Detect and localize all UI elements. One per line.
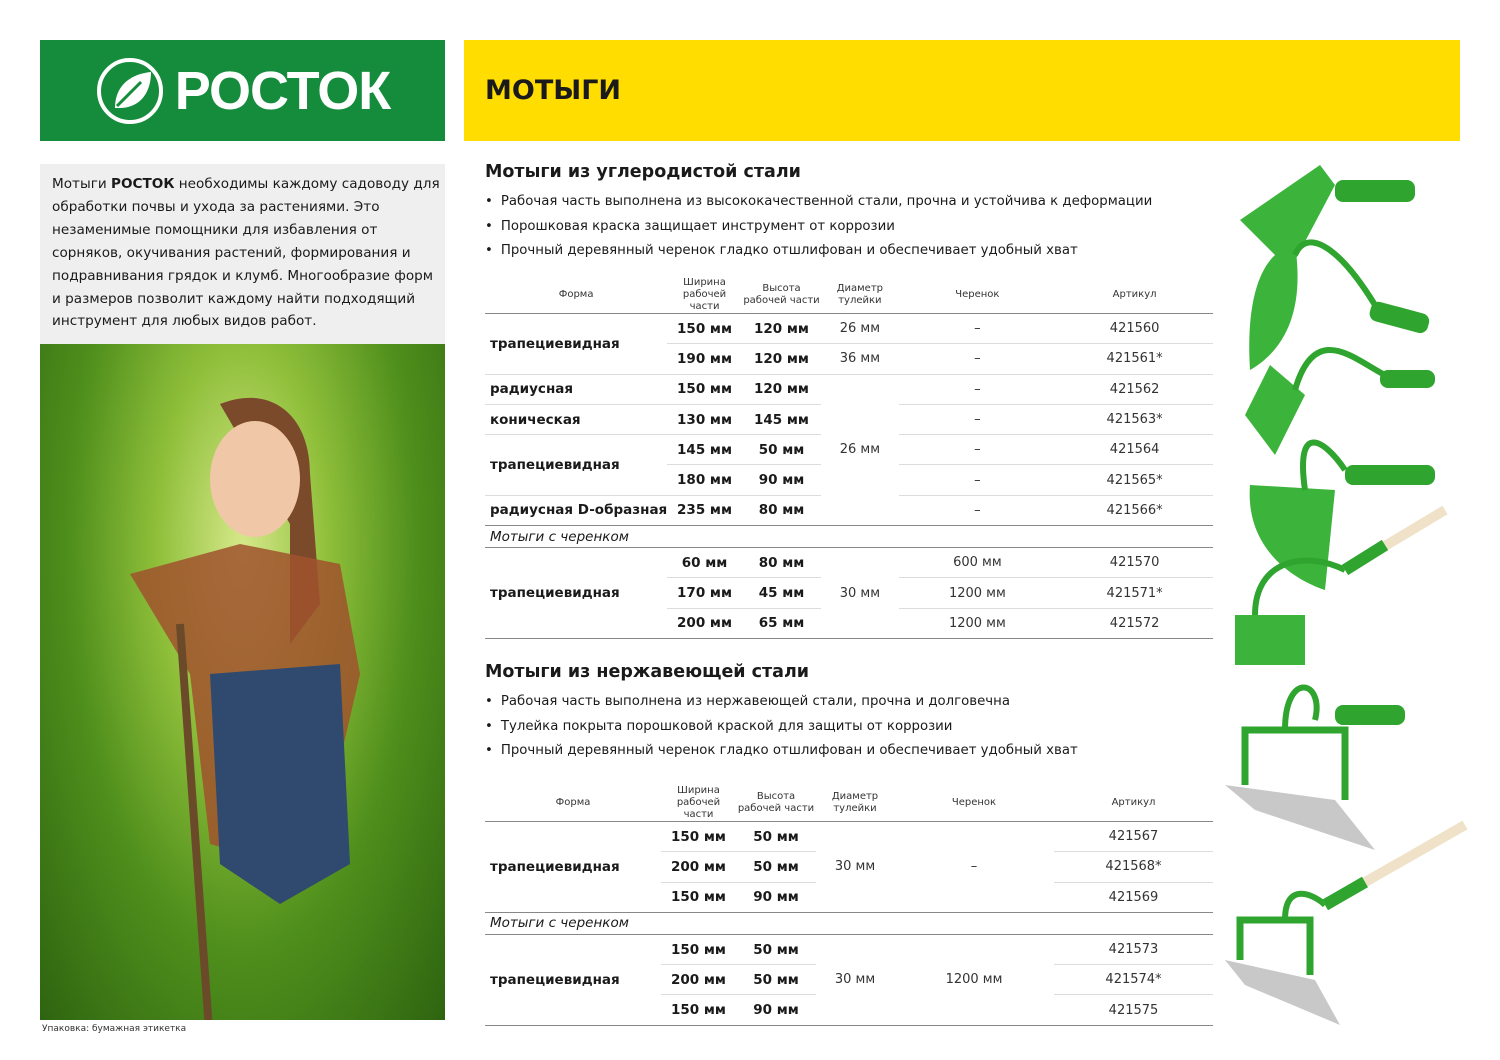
hoe-product-images [1215,160,1485,1040]
cell-width: 150 мм [661,882,736,912]
cell-article: 421565* [1056,465,1213,495]
cell-height: 90 мм [742,465,821,495]
cell-article: 421569 [1054,882,1213,912]
stainless-hoe-icon [1225,688,1405,851]
cell-diameter: 36 мм [821,344,898,374]
cell-article: 421567 [1054,822,1213,852]
cell-form: трапециевидная [485,934,661,1025]
hoe-conical-icon [1245,350,1435,455]
cell-handle: 1200 мм [899,578,1057,608]
stainless-hoe-with-handle-icon [1225,825,1465,1025]
cell-form: трапециевидная [485,314,667,375]
cell-form: трапециевидная [485,548,667,639]
cell-handle: – [894,822,1054,913]
cell-article: 421566* [1056,495,1213,525]
section-stainless-steel [485,662,1078,764]
cell-width: 200 мм [667,608,742,638]
cell-width: 170 мм [667,578,742,608]
column-header: Артикул [1056,277,1213,314]
cell-height: 120 мм [742,314,821,344]
cell-article: 421572 [1056,608,1213,638]
cell-width: 150 мм [667,314,742,344]
cell-article: 421574* [1054,965,1213,995]
column-header: Форма [485,785,661,822]
bullet: • Прочный деревянный черенок гладко отшлифован и обеспечивает удобный хват [485,239,1152,264]
cell-height: 145 мм [742,404,821,434]
table-row [485,548,1213,578]
stainless-steel-table [485,785,1213,1026]
cell-article: 421560 [1056,314,1213,344]
cell-handle: – [899,404,1057,434]
cell-width: 235 мм [667,495,742,525]
subgroup-row [485,912,1213,934]
cell-width: 150 мм [667,374,742,404]
cell-diameter: 26 мм [821,374,898,525]
brand-name: РОСТОК [174,60,391,121]
cell-height: 80 мм [742,495,821,525]
cell-handle: – [899,465,1057,495]
column-header: Артикул [1054,785,1213,822]
packaging-note: Упаковка: бумажная этикетка [42,1024,187,1034]
cell-article: 421561* [1056,344,1213,374]
cell-width: 150 мм [661,934,736,964]
intro-lead: Мотыги [52,176,111,192]
cell-article: 421562 [1056,374,1213,404]
column-header: Форма [485,277,667,314]
cell-height: 90 мм [736,882,816,912]
cell-width: 60 мм [667,548,742,578]
column-header: Высота рабочей части [742,277,821,314]
cell-handle: – [899,314,1057,344]
cell-article: 421570 [1056,548,1213,578]
column-header: Диаметр тулейки [816,785,894,822]
table-row [485,934,1213,964]
bullet: • Тулейка покрыта порошковой краской для защиты от коррозии [485,715,1078,740]
column-header: Ширина рабочей части [667,277,742,314]
cell-width: 145 мм [667,435,742,465]
cell-width: 130 мм [667,404,742,434]
cell-handle: – [899,435,1057,465]
intro-body: необходимы каждому садоводу для обработки почвы и ухода за растениями. Это незаменимые помощники для избавления от сорняков, окучивания растений, формирования и подравнивания грядок и клумб. Многообразие форм и размеров позволит каждому найти подходящий инструмент для любых видов работ. [52,176,440,330]
cell-width: 200 мм [661,965,736,995]
title-banner [464,40,1460,141]
bullet: • Рабочая часть выполнена из нержавеющей стали, прочна и долговечна [485,690,1078,715]
bullet: • Рабочая часть выполнена из высококачественной стали, прочна и устойчива к деформации [485,190,1152,215]
leaf-logo-icon [95,56,165,126]
cell-handle: 1200 мм [899,608,1057,638]
cell-article: 421564 [1056,435,1213,465]
section-title: Мотыги из углеродистой стали [485,162,801,182]
bullet: • Порошковая краска защищает инструмент от коррозии [485,215,1152,240]
cell-form: радиусная [485,374,667,404]
woman-gardening-photo [40,344,445,1020]
intro-brand: РОСТОК [111,176,175,192]
hoe-trapezoid-icon [1240,165,1415,270]
cell-article: 421571* [1056,578,1213,608]
carbon-steel-table [485,277,1213,639]
table-header [485,785,1213,822]
cell-form: трапециевидная [485,435,667,496]
cell-width: 150 мм [661,822,736,852]
cell-diameter: 30 мм [816,822,894,913]
cell-height: 50 мм [736,852,816,882]
cell-handle: 1200 мм [894,934,1054,1025]
cell-article: 421568* [1054,852,1213,882]
cell-height: 45 мм [742,578,821,608]
cell-form: трапециевидная [485,822,661,913]
column-header: Черенок [899,277,1057,314]
cell-diameter: 30 мм [816,934,894,1025]
cell-height: 50 мм [736,965,816,995]
cell-height: 90 мм [736,995,816,1025]
cell-width: 200 мм [661,852,736,882]
bullet: • Прочный деревянный черенок гладко отшлифован и обеспечивает удобный хват [485,739,1078,764]
cell-handle: – [899,495,1057,525]
cell-height: 80 мм [742,548,821,578]
cell-height: 50 мм [742,435,821,465]
column-header: Ширина рабочей части [661,785,736,822]
section-carbon-steel [485,162,1152,264]
subgroup-row [485,526,1213,548]
cell-width: 180 мм [667,465,742,495]
table-row [485,314,1213,344]
cell-height: 120 мм [742,374,821,404]
section-title: Мотыги из нержавеющей стали [485,662,810,682]
cell-diameter: 26 мм [821,314,898,344]
table-row [485,374,1213,404]
cell-width: 150 мм [661,995,736,1025]
cell-article: 421573 [1054,934,1213,964]
cell-handle: – [899,344,1057,374]
cell-diameter: 30 мм [821,548,898,639]
cell-width: 190 мм [667,344,742,374]
table-row [485,822,1213,852]
cell-height: 50 мм [736,934,816,964]
column-header: Диаметр тулейки [821,277,898,314]
table-header [485,277,1213,314]
cell-handle: – [899,374,1057,404]
cell-height: 65 мм [742,608,821,638]
column-header: Высота рабочей части [736,785,816,822]
column-header: Черенок [894,785,1054,822]
cell-article: 421563* [1056,404,1213,434]
intro-text [40,164,445,344]
cell-handle: 600 мм [899,548,1057,578]
cell-form: радиусная D-образная [485,495,667,525]
subgroup-label: Мотыги с черенком [485,912,1213,934]
cell-form: коническая [485,404,667,434]
brand-logo [40,40,445,141]
page-title: МОТЫГИ [485,75,622,106]
subgroup-label: Мотыги с черенком [485,526,1213,548]
cell-article: 421575 [1054,995,1213,1025]
cell-height: 50 мм [736,822,816,852]
cell-height: 120 мм [742,344,821,374]
